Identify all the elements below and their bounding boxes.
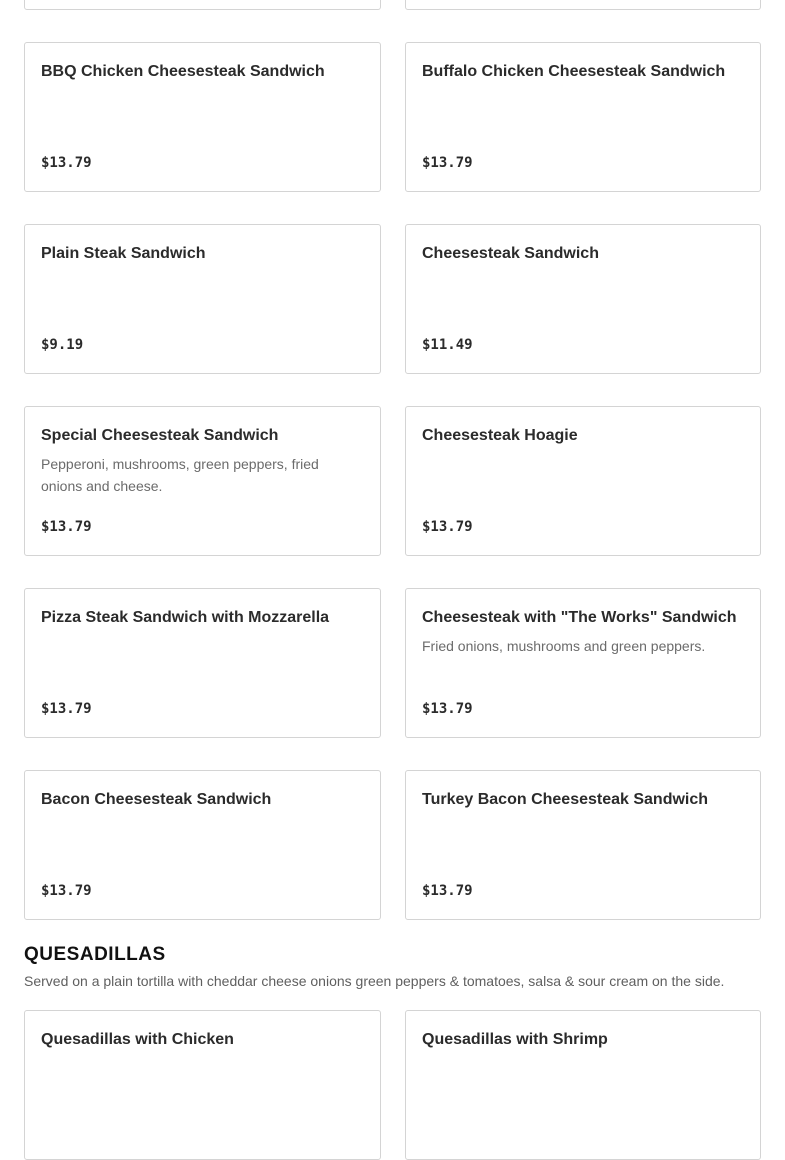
menu-item-card[interactable] [405, 1010, 761, 1160]
menu-item-name: BBQ Chicken Cheesesteak Sandwich [41, 63, 325, 80]
menu-item-name: Special Cheesesteak Sandwich [41, 427, 279, 444]
menu-item-price: $11.49 [422, 337, 473, 353]
sandwich-menu-grid [24, 0, 761, 920]
menu-item-price: $13.79 [422, 519, 473, 535]
menu-item-card[interactable] [405, 770, 761, 920]
quesadilla-menu-grid [24, 1010, 761, 1160]
menu-item-description: Pepperoni, mushrooms, green peppers, fried onions and cheese. [41, 456, 319, 494]
menu-item-card[interactable] [405, 42, 761, 192]
menu-item-card[interactable] [24, 406, 381, 556]
menu-item-card[interactable] [405, 588, 761, 738]
menu-item-price: $13.79 [422, 883, 473, 899]
menu-item-card[interactable] [24, 224, 381, 374]
menu-item-price: $9.19 [41, 337, 84, 353]
menu-item-card[interactable] [24, 588, 381, 738]
menu-item-card[interactable] [405, 0, 761, 10]
menu-item-card[interactable] [405, 406, 761, 556]
menu-item-name: Cheesesteak Sandwich [422, 245, 599, 262]
menu-item-name: Cheesesteak with "The Works" Sandwich [422, 609, 737, 626]
menu-item-name: Quesadillas with Chicken [41, 1031, 234, 1048]
menu-item-card[interactable] [24, 770, 381, 920]
section-title: QUESADILLAS [24, 944, 166, 965]
menu-item-price: $13.79 [41, 883, 92, 899]
menu-item-name: Plain Steak Sandwich [41, 245, 206, 262]
menu-item-price: $13.79 [422, 701, 473, 717]
menu-item-price: $13.79 [41, 155, 92, 171]
menu-item-name: Bacon Cheesesteak Sandwich [41, 791, 272, 808]
menu-item-card[interactable] [24, 0, 381, 10]
menu-item-name: Turkey Bacon Cheesesteak Sandwich [422, 791, 709, 808]
menu-item-card[interactable] [405, 224, 761, 374]
menu-item-name: Pizza Steak Sandwich with Mozzarella [41, 609, 330, 626]
section-description: Served on a plain tortilla with cheddar cheese onions green peppers & tomatoes, salsa & sour cream on the side. [24, 973, 725, 989]
menu-item-name: Quesadillas with Shrimp [422, 1031, 608, 1048]
menu-item-card[interactable] [24, 1010, 381, 1160]
menu-item-name: Buffalo Chicken Cheesesteak Sandwich [422, 63, 726, 80]
menu-item-price: $13.79 [422, 155, 473, 171]
menu-item-price: $13.79 [41, 701, 92, 717]
menu-item-name: Cheesesteak Hoagie [422, 427, 578, 444]
menu-item-price: $13.79 [41, 519, 92, 535]
menu-item-card[interactable] [24, 42, 381, 192]
menu-item-description: Fried onions, mushrooms and green peppers. [422, 638, 706, 654]
